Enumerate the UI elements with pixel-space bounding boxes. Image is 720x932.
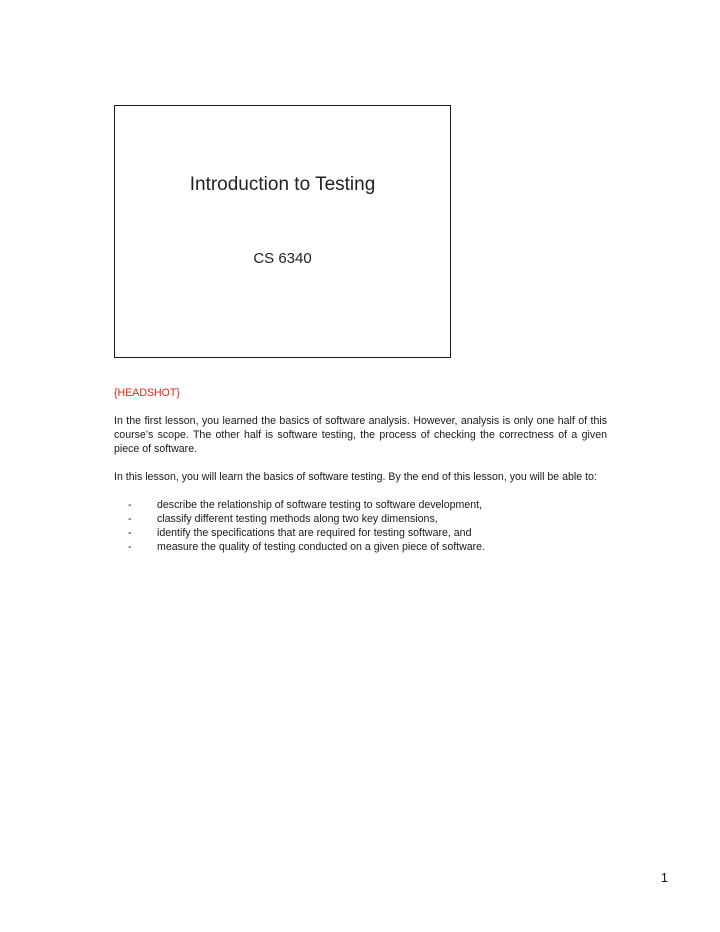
notes-paragraph-1: In the first lesson, you learned the basics of software analysis. However, analysis is only one half of this course’s scope. The other half is software testing, the process of checking the correctness of a given piece of software. [114,415,607,455]
list-item-text: classify different testing methods along two key dimensions, [157,513,438,525]
bullet-dash: - [128,499,132,511]
slide-thumbnail [114,105,451,358]
page-number: 1 [660,870,668,885]
list-item [114,526,607,540]
list-item [114,512,607,526]
list-item-text: describe the relationship of software testing to software development, [157,499,483,511]
list-item [114,498,607,512]
notes-paragraph-2: In this lesson, you will learn the basics of software testing. By the end of this lesson, you will be able to: [114,471,597,483]
list-item-text: measure the quality of testing conducted on a given piece of software. [157,541,486,553]
bullet-dash: - [128,541,132,553]
speaker-notes [114,386,607,554]
slide-title: Introduction to Testing [189,174,376,195]
bullet-dash: - [128,513,132,525]
list-item [114,540,607,554]
slide-subtitle: CS 6340 [253,250,312,267]
bullet-dash: - [128,527,132,539]
headshot-marker: {HEADSHOT} [114,387,180,399]
list-item-text: identify the specifications that are required for testing software, and [157,527,472,539]
objectives-list [114,498,607,554]
